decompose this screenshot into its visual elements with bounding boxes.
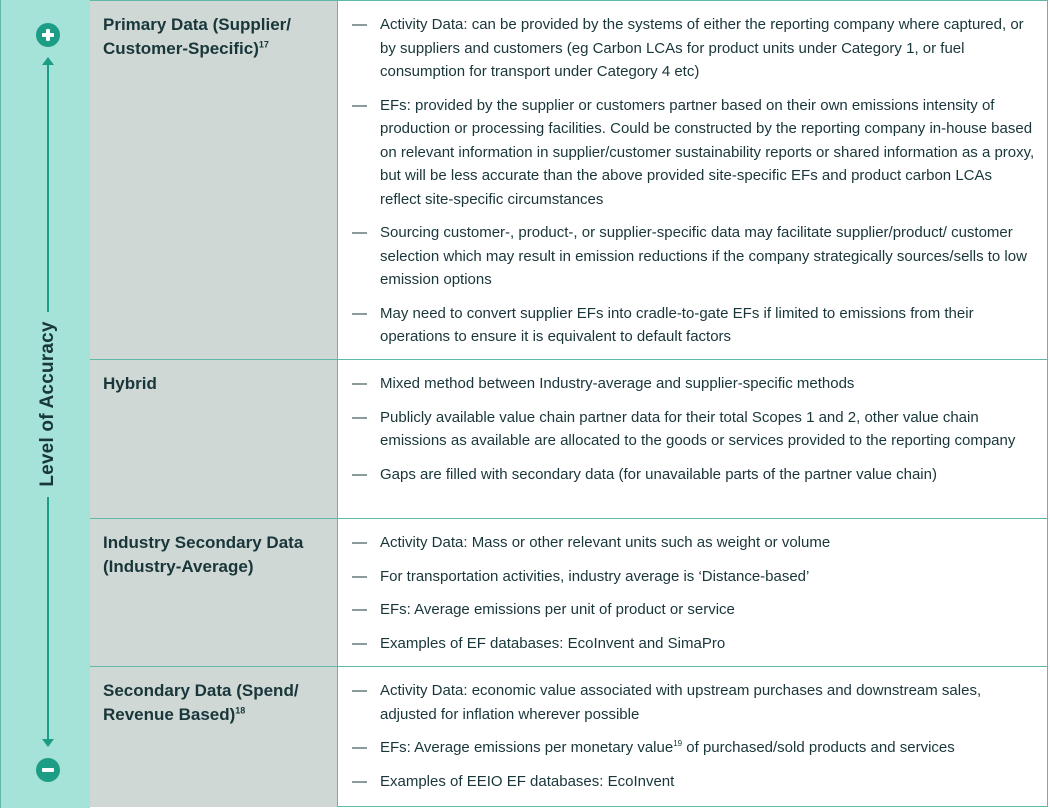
dash-bullet: — <box>352 408 367 426</box>
axis-label: Level of Accuracy <box>37 321 58 487</box>
dash-bullet: — <box>352 739 367 756</box>
list-item <box>352 736 1035 760</box>
table-row-industry-average <box>90 519 1047 667</box>
category-title: Industry Secondary Data (Industry-Average) <box>103 533 304 576</box>
category-cell <box>90 360 338 518</box>
dash-bullet: — <box>352 96 367 114</box>
list-item <box>352 406 1035 453</box>
footnote-ref: 18 <box>235 705 246 716</box>
list-item <box>352 463 1035 487</box>
item-text: Activity Data: economic value associated with upstream purchases and downstream sales, adjusted for inflation wherever possible <box>380 682 982 723</box>
item-text: Activity Data: can be provided by the systems of either the reporting company where captured, or by suppliers and customers (eg Carbon LCAs for product units under Category 1, or fuel consumption for transport under Category 4 etc) <box>380 16 1024 80</box>
dash-bullet: — <box>352 567 367 585</box>
table-row-primary-data <box>90 1 1047 360</box>
list-item <box>352 221 1035 292</box>
dash-bullet: — <box>352 601 367 618</box>
item-text: Mixed method between Industry-average and supplier-specific methods <box>380 375 855 392</box>
table-row-hybrid <box>90 360 1047 519</box>
item-text: Sourcing customer-, product-, or supplier-specific data may facilitate supplier/product/ customer selection which may result in emission reductions if the company strategically sources/sells to low emission options <box>380 224 1027 288</box>
plus-icon <box>36 23 60 47</box>
list-item <box>352 13 1035 84</box>
footnote-ref: 19 <box>673 739 683 748</box>
description-cell <box>338 667 1047 807</box>
item-text: Examples of EEIO EF databases: EcoInvent <box>380 772 675 790</box>
item-text: EFs: Average emissions per monetary value <box>380 739 674 756</box>
category-cell <box>90 667 338 807</box>
item-text: For transportation activities, industry average is ‘Distance-based’ <box>380 567 810 585</box>
list-item <box>352 679 1035 726</box>
axis-line-top <box>47 64 49 312</box>
dash-bullet: — <box>352 304 367 322</box>
item-text: Activity Data: Mass or other relevant units such as weight or volume <box>380 534 831 551</box>
item-text: May need to convert supplier EFs into cradle-to-gate EFs if limited to emissions from their operations to ensure it is equivalent to default factors <box>380 304 974 345</box>
dash-bullet: — <box>352 534 367 551</box>
accuracy-axis <box>0 0 90 808</box>
minus-icon <box>36 758 60 782</box>
arrow-down-icon <box>42 739 54 747</box>
list-item <box>352 302 1035 349</box>
list-item <box>352 770 1035 794</box>
list-item <box>352 531 1035 555</box>
description-cell <box>338 360 1047 518</box>
list-item <box>352 372 1035 396</box>
description-cell <box>338 519 1047 666</box>
footnote-ref: 17 <box>258 39 269 50</box>
category-title: Primary Data (Supplier/ Customer-Specific)$^{17}$ <box>103 15 292 58</box>
item-text: Examples of EF databases: EcoInvent and SimaPro <box>380 634 726 652</box>
dash-bullet: — <box>352 772 367 790</box>
axis-line-bottom <box>47 497 49 739</box>
dash-bullet: — <box>352 16 367 33</box>
dash-bullet: — <box>352 634 367 652</box>
description-cell <box>338 1 1047 359</box>
table-row-spend-based <box>90 667 1047 807</box>
list-item <box>352 94 1035 212</box>
category-title: Secondary Data (Spend/ Revenue Based)$^{18}$ <box>103 681 299 724</box>
item-text: Gaps are filled with secondary data (for unavailable parts of the partner value chain) <box>380 465 937 483</box>
item-text: EFs: Average emissions per unit of product or service <box>380 601 735 618</box>
category-title: Hybrid <box>103 374 157 393</box>
dash-bullet: — <box>352 224 367 241</box>
item-text: Publicly available value chain partner data for their total Scopes 1 and 2, other value chain emissions as available are allocated to the goods or services provided to the reporting company <box>380 408 1016 449</box>
category-cell <box>90 1 338 359</box>
dash-bullet: — <box>352 682 367 699</box>
list-item <box>352 565 1035 589</box>
item-text-after: of purchased/sold products and services <box>682 739 955 756</box>
item-text: EFs: provided by the supplier or customers partner based on their own emissions intensity of production or processing facilities. Could be constructed by the reporting company in-house based on relevant information in supplier/customer sustainability reports or shared information as a proxy, but will be less accurate than the above provided site-specific EFs and product carbon LCAs reflect site-specific circumstances <box>380 96 1035 208</box>
list-item <box>352 632 1035 656</box>
dash-bullet: — <box>352 465 367 483</box>
list-item <box>352 598 1035 622</box>
accuracy-table <box>90 0 1048 807</box>
dash-bullet: — <box>352 375 367 392</box>
category-cell <box>90 519 338 666</box>
